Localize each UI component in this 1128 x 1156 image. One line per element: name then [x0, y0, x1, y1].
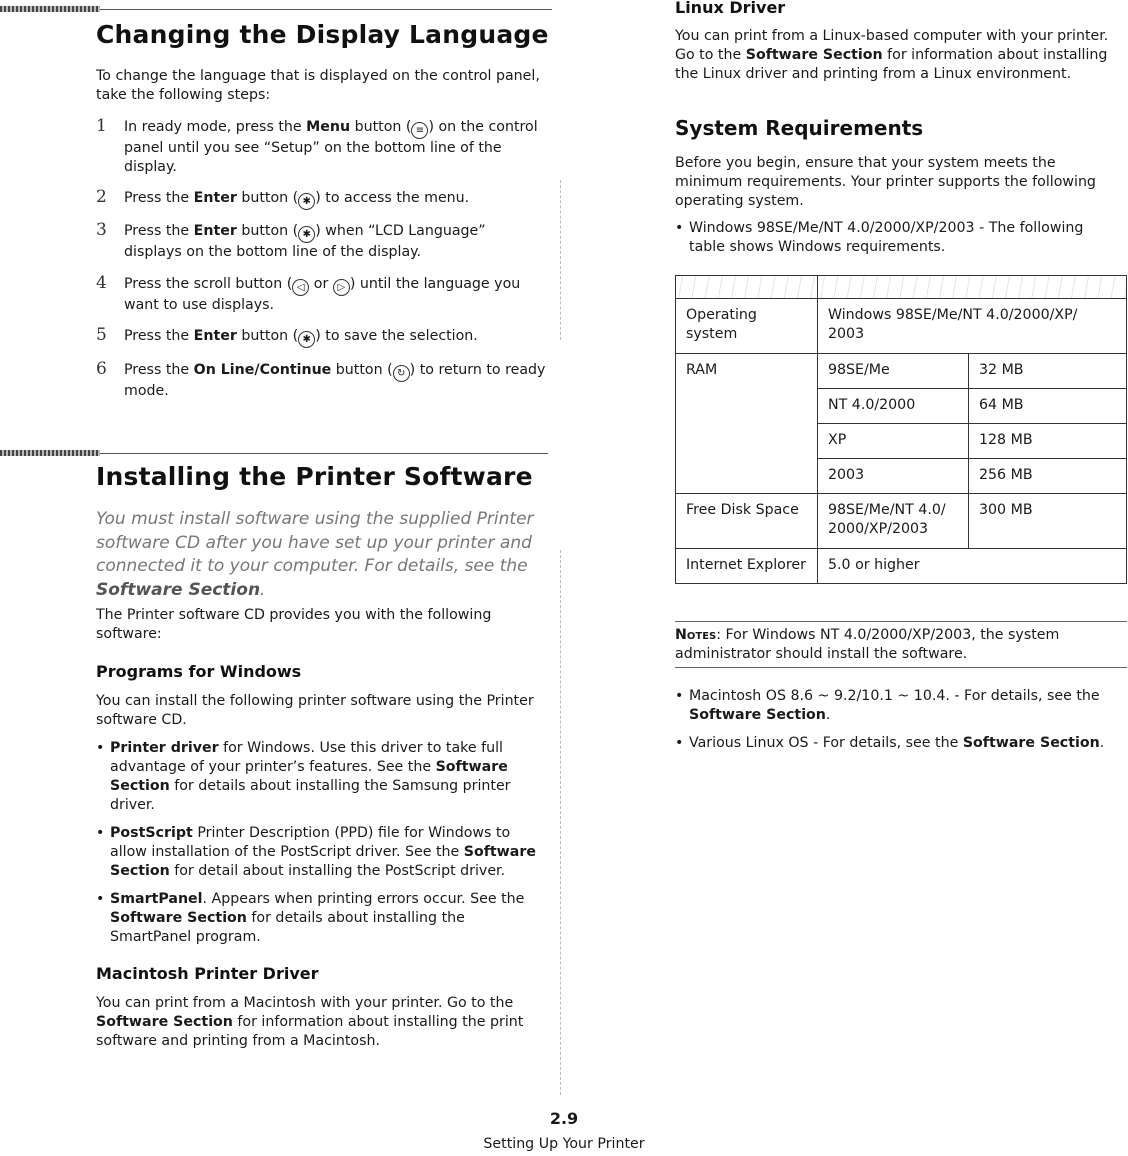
menu-button-label: Menu — [306, 119, 351, 135]
software-section-link[interactable]: Software Section — [745, 47, 883, 63]
printer-software-italic-intro: You must install software using the supplied Printer software CD after you have set up your printer and connected it to your computer. For details, see the Software Section. — [96, 509, 534, 600]
table-row — [676, 549, 1127, 584]
list-item: • Windows 98SE/Me/NT 4.0/2000/XP/2003 - The following table shows Windows requirements. — [675, 219, 1115, 257]
software-section-link[interactable]: Software Section — [96, 1014, 233, 1030]
ram-mb-cell: 64 MB — [969, 389, 1127, 424]
step-3: 3 Press the Enter button ( ✱ ) when “LCD Language” displays on the bottom line of the display. — [96, 220, 486, 260]
list-item: • Various Linux OS - For details, see the Software Section. — [675, 734, 1125, 753]
software-section-link[interactable]: Software Section — [962, 735, 1100, 751]
linux-driver-heading: Linux Driver — [675, 0, 786, 17]
disk-os-cell: 98SE/Me/NT 4.0/ 2000/XP/2003 — [818, 494, 969, 549]
system-requirements-heading: System Requirements — [675, 116, 924, 140]
ram-mb-cell: 128 MB — [969, 424, 1127, 459]
notes-bottom-rule — [675, 667, 1127, 668]
display-language-intro: To change the language that is displayed on the control panel, take the following steps: — [96, 68, 540, 103]
macintosh-driver-text: You can print from a Macintosh with your printer. Go to the Software Section for information about installing the print software and printing from a Macintosh. — [96, 995, 524, 1049]
disk-label-cell: Free Disk Space — [676, 494, 818, 549]
windows-requirement-bullet — [675, 219, 1115, 266]
software-section-link[interactable]: Software Section — [110, 910, 247, 926]
online-icon: ↻ — [393, 365, 410, 382]
step-6: 6 Press the On Line/Continue button ( ↻ ) to return to ready mode. — [96, 359, 546, 399]
section-rule-mark-middle — [0, 450, 100, 456]
windows-programs-heading: Programs for Windows — [96, 662, 302, 681]
ram-os-cell: XP — [818, 424, 969, 459]
enter-icon: ✱ — [298, 226, 315, 243]
step-5: 5 Press the Enter button ( ✱ ) to save the selection. — [96, 327, 546, 348]
enter-button-label: Enter — [193, 190, 237, 206]
other-os-list — [675, 687, 1125, 762]
scroll-right-icon: ▷ — [333, 279, 350, 296]
ie-value-cell: 5.0 or higher — [818, 549, 1127, 584]
column-divider-lower — [560, 550, 561, 1095]
header-cell — [676, 276, 817, 298]
online-continue-button-label: On Line/Continue — [193, 362, 332, 378]
table-row — [676, 299, 1127, 354]
step-2: 2 Press the Enter button ( ✱ ) to access the menu. — [96, 189, 546, 210]
notes-label: Notes — [675, 627, 717, 643]
step-number: 3 — [96, 220, 107, 240]
display-language-heading: Changing the Display Language — [96, 20, 549, 49]
windows-software-list — [96, 739, 548, 956]
column-divider-upper — [560, 180, 561, 340]
list-item: • SmartPanel. Appears when printing errors occur. See the Software Section for details about installing the SmartPanel program. — [96, 890, 548, 947]
notes-text: Notes: For Windows NT 4.0/2000/XP/2003, the system administrator should install the software. — [675, 627, 1060, 662]
ram-os-cell: 98SE/Me — [818, 354, 969, 389]
notes-top-rule — [675, 621, 1127, 622]
chapter-title: Setting Up Your Printer — [483, 1136, 645, 1152]
macintosh-driver-heading: Macintosh Printer Driver — [96, 964, 319, 983]
enter-icon: ✱ — [298, 331, 315, 348]
ram-mb-cell: 256 MB — [969, 459, 1127, 494]
ie-label-cell: Internet Explorer — [676, 549, 818, 584]
step-1: 1 In ready mode, press the Menu button ( ≡ ) on the control panel until you see “Setup” on the bottom line of the display. — [96, 116, 538, 175]
step-number: 2 — [96, 187, 107, 207]
menu-icon: ≡ — [411, 122, 428, 139]
software-section-link[interactable]: Software Section — [110, 844, 536, 879]
enter-button-label: Enter — [193, 223, 237, 239]
scroll-left-icon: ◁ — [292, 279, 309, 296]
linux-driver-text: You can print from a Linux-based computer with your printer. Go to the Software Section for information about installing the Linux driver and printing from a Linux environment. — [675, 28, 1109, 82]
table-row — [676, 354, 1127, 389]
software-section-link[interactable]: Software Section — [110, 759, 508, 794]
list-item: • PostScript Printer Description (PPD) file for Windows to allow installation of the PostScript driver. See the Software Section for detail about installing the PostScript driver. — [96, 824, 548, 881]
printer-software-heading: Installing the Printer Software — [96, 462, 533, 491]
ram-mb-cell: 32 MB — [969, 354, 1127, 389]
windows-programs-intro: You can install the following printer software using the Printer software CD. — [96, 693, 534, 728]
enter-button-label: Enter — [193, 328, 237, 344]
printer-software-intro: The Printer software CD provides you with the following software: — [96, 607, 492, 642]
ram-os-cell: NT 4.0/2000 — [818, 389, 969, 424]
table-row — [676, 494, 1127, 549]
os-label-cell: Operating system — [676, 299, 818, 354]
ram-os-cell: 2003 — [818, 459, 969, 494]
step-4: 4 Press the scroll button ( ◁ or ▷ ) until the language you want to use displays. — [96, 273, 521, 313]
list-item: • Printer driver for Windows. Use this driver to take full advantage of your printer’s features. See the Software Section for details about installing the Samsung printer driver. — [96, 739, 548, 815]
ram-label-cell: RAM — [676, 354, 818, 494]
system-requirements-intro: Before you begin, ensure that your system meets the minimum requirements. Your printer supports the following operating system. — [675, 155, 1096, 209]
table-header-row — [676, 276, 1127, 299]
windows-requirements-table — [675, 275, 1127, 584]
step-number: 4 — [96, 273, 107, 293]
step-number: 5 — [96, 325, 107, 345]
disk-mb-cell: 300 MB — [969, 494, 1127, 549]
software-section-link[interactable]: Software Section — [96, 579, 261, 600]
list-item: • Macintosh OS 8.6 ~ 9.2/10.1 ~ 10.4. - For details, see the Software Section. — [675, 687, 1125, 725]
header-cell — [818, 276, 1126, 298]
enter-icon: ✱ — [298, 193, 315, 210]
step-number: 1 — [96, 116, 107, 136]
os-value-cell: Windows 98SE/Me/NT 4.0/2000/XP/ 2003 — [818, 299, 1127, 354]
software-section-link[interactable]: Software Section — [689, 707, 826, 723]
page-number: 2.9 — [549, 1109, 579, 1128]
section-rule-mark-top — [0, 6, 100, 12]
step-number: 6 — [96, 359, 107, 379]
